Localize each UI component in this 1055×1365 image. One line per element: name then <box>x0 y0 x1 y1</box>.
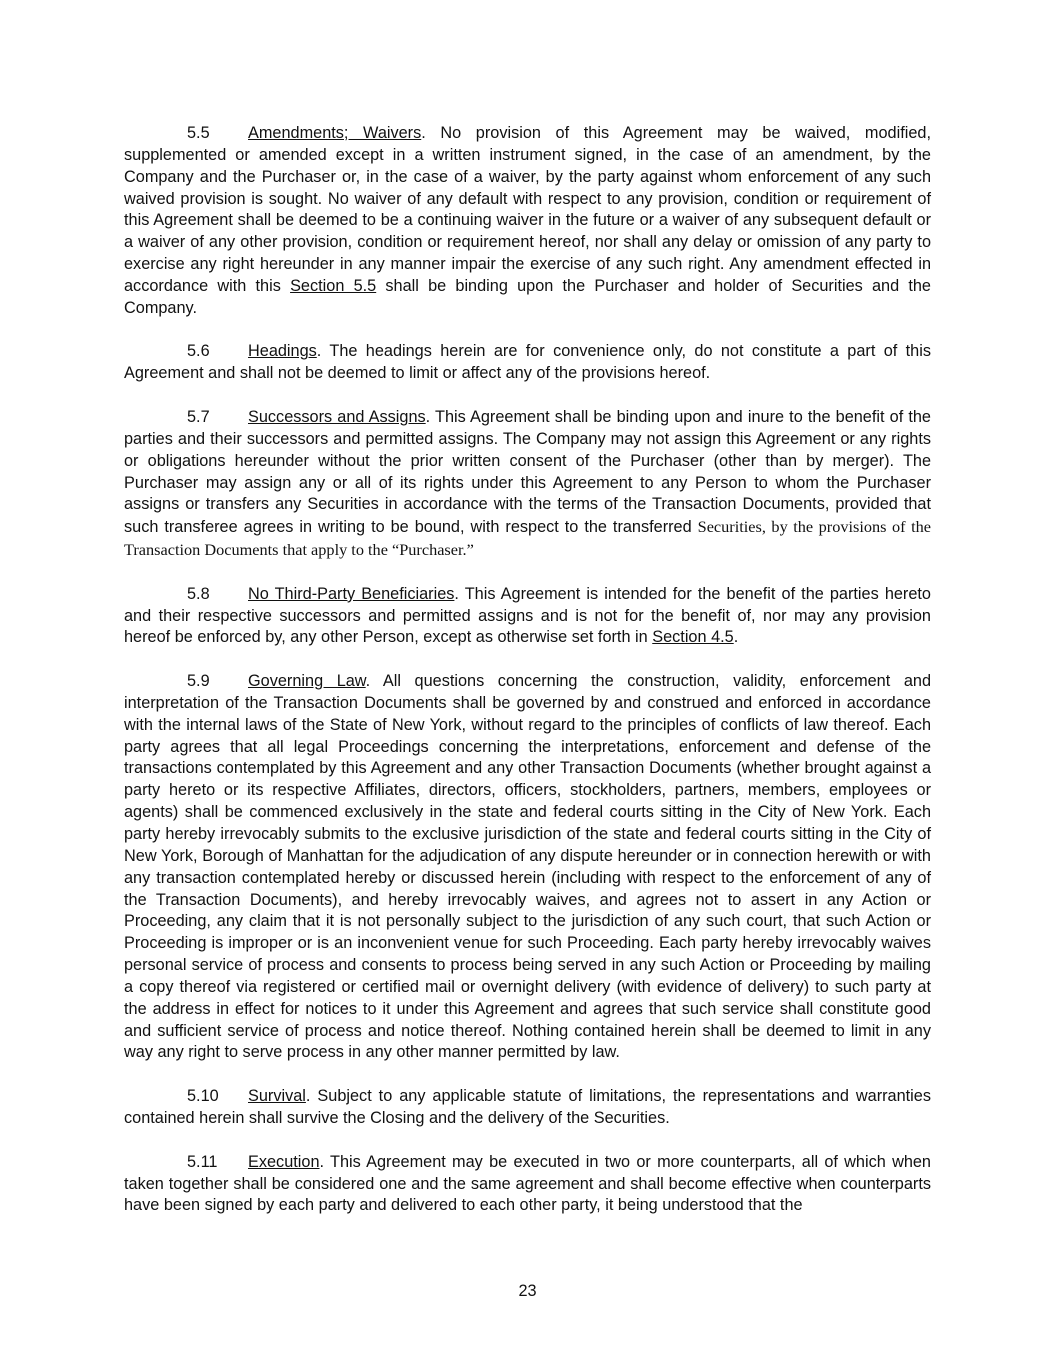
section-5-10 <box>124 1086 931 1130</box>
section-5-11 <box>124 1152 931 1218</box>
section-number: 5.7 <box>187 407 210 426</box>
section-number: 5.10 <box>187 1087 219 1106</box>
section-text-serif: Securities, by the provisions of the Transaction Documents that apply to the “Purchaser.” <box>124 517 931 560</box>
section-number: 5.8 <box>187 584 210 603</box>
document-page <box>124 123 931 1239</box>
section-text: . This Agreement shall be binding upon and inure to the benefit of the parties and their successors and permitted assigns. The Company may not assign this Agreement or any rights or obligations hereunder without the prior written consent of the Purchaser (other than by merger). The Purchaser may assign any or all of its rights under this Agreement to any Person to whom the Purchaser assigns or transfers any Securities in accordance with the terms of the Transaction Documents, provided that such transferee agrees in writing to be bound, with respect to the transferred <box>124 407 931 537</box>
section-number: 5.11 <box>187 1152 218 1171</box>
section-number: 5.5 <box>187 124 210 142</box>
section-heading: Execution <box>248 1152 320 1171</box>
section-text: . This Agreement may be executed in two or more counterparts, all of which when taken together shall be considered one and the same agreement and shall become effective when counterparts have been signed by each party and delivered to each other party, it being understood that the <box>124 1152 931 1215</box>
section-5-5 <box>124 123 931 320</box>
section-text: . Subject to any applicable statute of limitations, the representations and warranties contained herein shall survive the Closing and the delivery of the Securities. <box>124 1087 931 1127</box>
section-text: . All questions concerning the construction, validity, enforcement and interpretation of the Transaction Documents shall be governed by and construed and enforced in accordance with the internal laws of the State of New York, without regard to the principles of conflicts of law thereof. Each party agrees that all legal Proceedings concerning the interpretations, enforcement and defense of the transactions contemplated by this Agreement and any other Transaction Documents (whether brought against a party hereto or its respective Affiliates, directors, officers, stockholders, partners, members, employees or agents) shall be commenced exclusively in the state and federal courts sitting in the City of New York. Each party hereby irrevocably submits to the exclusive jurisdiction of the state and federal courts sitting in the City of New York, Borough of Manhattan for the adjudication of any dispute hereunder or in connection herewith or with any transaction contemplated hereby or discussed herein (including with respect to the enforcement of any of the Transaction Documents), and hereby irrevocably waives, and agrees not to assert in any Action or Proceeding, any claim that it is not personally subject to the jurisdiction of any such court, that such Action or Proceeding is improper or is an inconvenient venue for such Proceeding. Each party hereby irrevocably waives personal service of process and consents to process being served in any such Action or Proceeding by mailing a copy thereof via registered or certified mail or overnight delivery (with evidence of delivery) to such party at the address in effect for notices to it under this Agreement and agrees that such service shall constitute good and sufficient service of process and notice thereof. Nothing contained herein shall be deemed to limit in any way any right to serve process in any other manner permitted by law. <box>124 672 931 1062</box>
section-heading: Governing Law <box>248 672 366 691</box>
section-5-6 <box>124 341 931 385</box>
section-heading: Survival <box>248 1087 306 1106</box>
section-reference: Section 4.5 <box>652 628 734 647</box>
section-text-continued: shall be binding upon the Purchaser and holder of Securities and the Company. <box>124 276 931 317</box>
section-reference: Section 5.5 <box>290 276 377 295</box>
page-number: 23 <box>518 1282 537 1300</box>
section-number: 5.9 <box>187 672 210 691</box>
section-text: . No provision of this Agreement may be waived, modified, supplemented or amended except in a written instrument signed, in the case of an amendment, by the Company and the Purchaser or, in the case of a waiver, by the party against whom enforcement of any such waived provision is sought. No waiver of any default with respect to any provision, condition or requirement of this Agreement shall be deemed to be a continuing waiver in the future or a waiver of any subsequent default or a waiver of any other provision, condition or requirement hereof, nor shall any delay or omission of any party to exercise any right hereunder in any manner impair the exercise of any such right. Any amendment effected in accordance with this <box>124 124 931 295</box>
section-5-7 <box>124 407 931 562</box>
section-text-continued: . <box>733 628 739 647</box>
section-number: 5.6 <box>187 342 210 361</box>
section-heading: No Third-Party Beneficiaries <box>248 584 455 603</box>
section-5-8 <box>124 584 931 650</box>
section-heading: Amendments; Waivers <box>248 124 422 142</box>
section-heading: Headings <box>248 342 317 361</box>
section-heading: Successors and Assigns <box>248 407 426 426</box>
section-text: . This Agreement is intended for the benefit of the parties hereto and their respective successors and permitted assigns and is not for the benefit of, nor may any provision hereof be enforced by, any other Person, except as otherwise set forth in <box>124 584 931 647</box>
section-5-9 <box>124 671 931 1064</box>
section-text: . The headings herein are for convenience only, do not constitute a part of this Agreement and shall not be deemed to limit or affect any of the provisions hereof. <box>124 342 931 383</box>
